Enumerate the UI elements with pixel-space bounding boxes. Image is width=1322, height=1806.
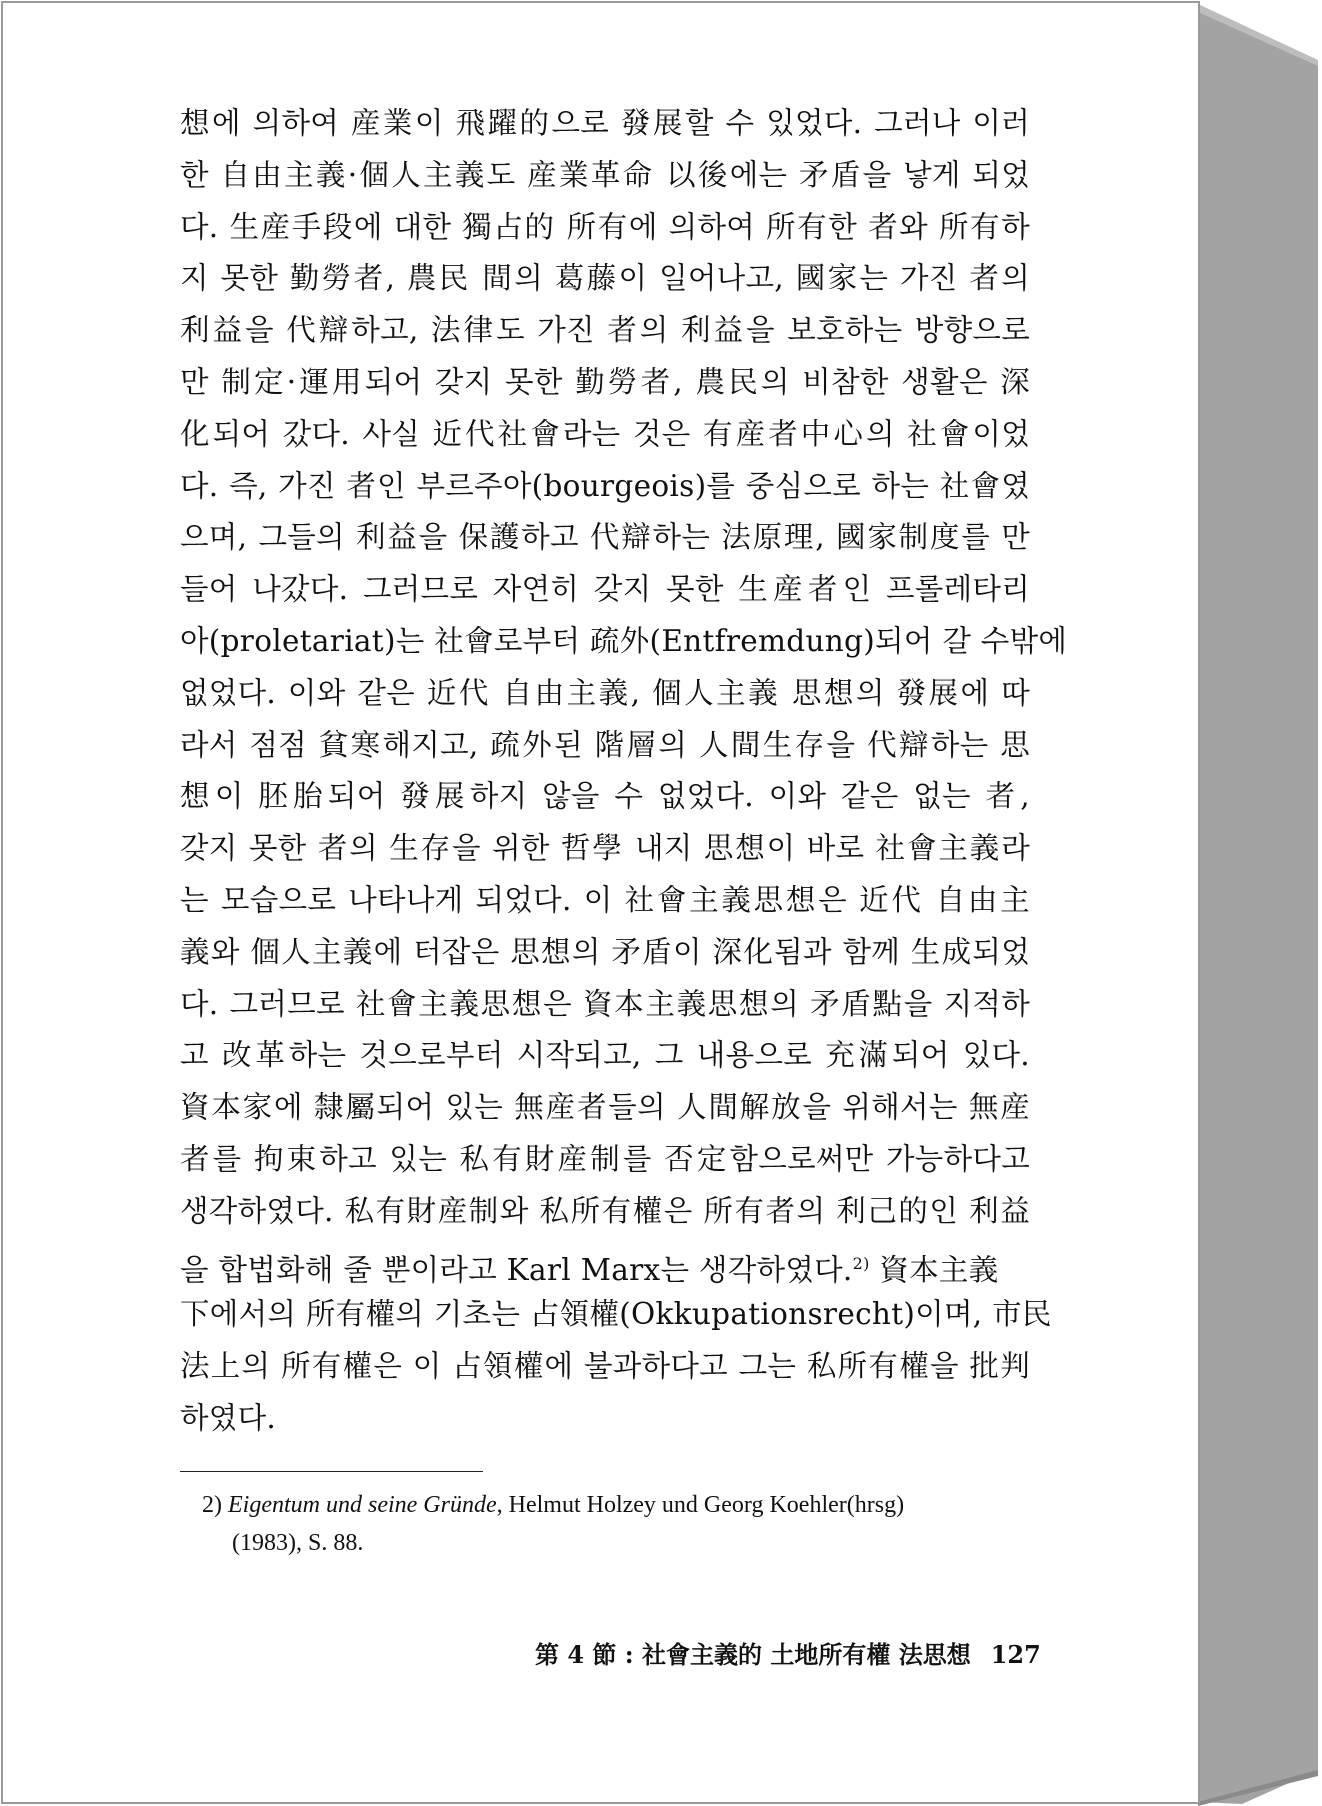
text-line: 資本家에 隸屬되어 있는 無産者들의 人間解放을 위해서는 無産: [180, 1090, 1030, 1125]
footnote-number: 2): [202, 1492, 222, 1518]
text-line: 義와 個人主義에 터잡은 思想의 矛盾이 深化됨과 함께 生成되었: [180, 934, 1030, 969]
text-line: 한 自由主義·個人主義도 産業革命 以後에는 矛盾을 낳게 되었: [180, 157, 1030, 192]
text-line: 지 못한 勤勞者, 農民 間의 葛藤이 일어나고, 國家는 가진 者의: [180, 261, 1030, 296]
text-segment: 을 합법화해 줄 뿐이라고 Karl Marx는 생각하였다.: [180, 1252, 853, 1287]
footnote-line: (1983), S. 88.: [232, 1530, 364, 1556]
text-line: 라서 점점 貧寒해지고, 疏外된 階層의 人間生存을 代辯하는 思: [180, 727, 1030, 762]
text-line: 想에 의하여 産業이 飛躍的으로 發展할 수 있었다. 그러나 이러: [180, 106, 1030, 140]
text-line: 갖지 못한 者의 生存을 위한 哲學 내지 思想이 바로 社會主義라: [180, 831, 1030, 866]
running-footer: [535, 1635, 1041, 1670]
text-line: 다. 그러므로 社會主義思想은 資本主義思想의 矛盾點을 지적하: [180, 986, 1030, 1021]
page-edge-block: [1198, 4, 1318, 1804]
footnote-rule: [180, 1471, 483, 1472]
body-text: [180, 98, 1068, 1445]
footnote-line: [202, 1486, 1032, 1524]
text-line: 다. 즉, 가진 者인 부르주아(bourgeois)를 중심으로 하는 社會였: [180, 468, 1030, 503]
text-line: 만 制定·運用되어 갖지 못한 勤勞者, 農民의 비참한 생활은 深: [180, 364, 1030, 399]
footnote-ref: 2): [852, 1253, 870, 1273]
text-line: 者를 拘束하고 있는 私有財産制를 否定함으로써만 가능하다고: [180, 1141, 1030, 1176]
text-line: 想이 胚胎되어 發展하지 않을 수 없었다. 이와 같은 없는 者,: [180, 779, 1030, 814]
text-line: 고 改革하는 것으로부터 시작되고, 그 내용으로 充滿되어 있다.: [180, 1038, 1030, 1073]
text-line-with-footnote-ref: [180, 1238, 1030, 1290]
text-line: 化되어 갔다. 사실 近代社會라는 것은 有産者中心의 社會이었: [180, 416, 1030, 451]
text-line: 생각하였다. 私有財産制와 私所有權은 所有者의 利己的인 利益: [180, 1193, 1030, 1228]
text-line: 아(proletariat)는 社會로부터 疏外(Entfremdung)되어 갈 수밖에: [180, 623, 1068, 658]
text-line: 다. 生産手段에 대한 獨占的 所有에 의하여 所有한 者와 所有하: [180, 209, 1030, 244]
footnote-citation: Helmut Holzey und Georg Koehler(hrsg): [502, 1492, 905, 1518]
text-line: 法上의 所有權은 이 占領權에 불과하다고 그는 私所有權을 批判: [180, 1349, 1030, 1384]
page-number: 127: [990, 1640, 1041, 1669]
text-line: 下에서의 所有權의 기초는 占領權(Okkupationsrecht)이며, 市民: [180, 1297, 1052, 1332]
text-line: 들어 나갔다. 그러므로 자연히 갖지 못한 生産者인 프롤레타리: [180, 572, 1030, 607]
text-line: 는 모습으로 나타나게 되었다. 이 社會主義思想은 近代 自由主: [180, 882, 1030, 917]
footnote: [202, 1486, 1032, 1562]
text-line: 없었다. 이와 같은 近代 自由主義, 個人主義 思想의 發展에 따: [180, 675, 1030, 710]
text-line: 利益을 代辯하고, 法律도 가진 者의 利益을 보호하는 방향으로: [180, 313, 1030, 348]
text-segment: 資本主義: [869, 1252, 999, 1287]
footnote-title: Eigentum und seine Gründe,: [228, 1492, 503, 1518]
section-title: 第 4 節 : 社會主義的 土地所有權 法思想: [535, 1640, 971, 1669]
text-line: 하였다.: [180, 1400, 277, 1435]
text-line: 으며, 그들의 利益을 保護하고 代辯하는 法原理, 國家制度를 만: [180, 520, 1030, 555]
